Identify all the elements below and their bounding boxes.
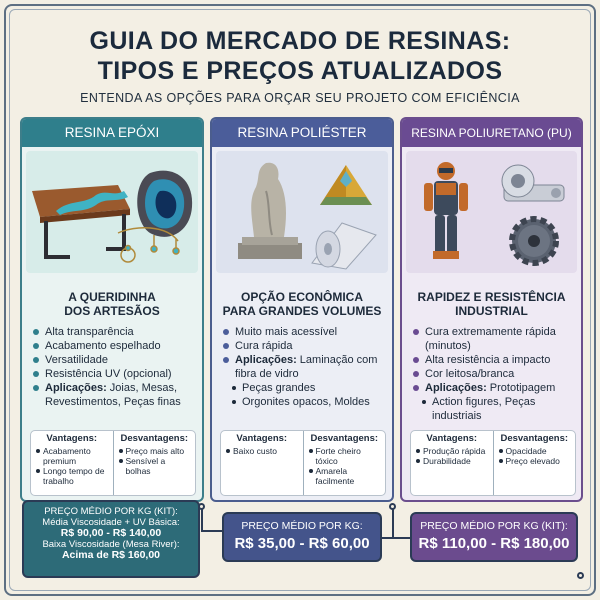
list-item: Aplicações: Laminação com fibra de vidro (222, 353, 392, 381)
fiberglass-roll-icon (312, 223, 376, 269)
column-poliuretano (400, 117, 583, 502)
river-table-icon (32, 185, 130, 259)
column-poliester (210, 117, 394, 502)
list-item: Aplicações: Joias, Mesas, Revestimentos, Peças finas (32, 381, 202, 409)
vantagens-section: Vantagens: Baixo custo (221, 431, 304, 495)
action-figure-icon (424, 162, 468, 259)
poliuretano-illustration (406, 151, 577, 273)
price-badge-poliester: PREÇO MÉDIO POR KG: R$ 35,00 - R$ 60,00 (222, 512, 382, 562)
column-tagline: A QUERIDINHA DOS ARTESÃOS (64, 290, 160, 318)
list-item: Orgonites opacos, Moldes (222, 395, 392, 409)
price-badge-poliuretano: PREÇO MÉDIO POR KG (KIT): R$ 110,00 - R$ 180,00 (410, 512, 578, 562)
list-item: Cor leitosa/branca (412, 367, 581, 381)
list-item: Muito mais acessível (222, 325, 392, 339)
pros-cons-box (30, 430, 196, 496)
column-header: RESINA POLIÉSTER (212, 119, 392, 147)
connector-dot (577, 572, 584, 579)
orgonite-icon (320, 165, 372, 205)
feature-list (32, 325, 202, 409)
list-item: Peças grandes (222, 381, 392, 395)
geode-icon (137, 171, 192, 237)
connector-line (201, 508, 203, 530)
column-epoxi (20, 117, 204, 502)
list-item: Action figures, Peças industriais (412, 395, 581, 423)
list-item: Resistência UV (opcional) (32, 367, 202, 381)
column-header: RESINA POLIURETANO (PU) (402, 119, 581, 147)
page-title (0, 26, 600, 86)
list-item: Versatilidade (32, 353, 202, 367)
desvantagens-section: Desvantagens: Opacidade Preço elevado (494, 431, 576, 495)
list-item: Acabamento espelhado (32, 339, 202, 353)
desvantagens-section: Desvantagens: Forte cheiro tóxico Amarela facilmente (304, 431, 386, 495)
feature-list (222, 325, 392, 409)
column-header: RESINA EPÓXI (22, 119, 202, 147)
connector-line (382, 537, 412, 539)
list-item: Alta resistência a impacto (412, 353, 581, 367)
column-tagline: OPÇÃO ECONÔMICA PARA GRANDES VOLUMES (222, 290, 382, 318)
title-line-2: TIPOS E PREÇOS ATUALIZADOS (97, 57, 503, 85)
title-line-1: GUIA DO MERCADO DE RESINAS: (89, 27, 511, 55)
vantagens-section: Vantagens: Acabamento premium Longo tempo de trabalho (31, 431, 114, 495)
page-subtitle: ENTENDA AS OPÇÕES PARA ORÇAR SEU PROJETO COM EFICIÊNCIA (80, 91, 520, 105)
price-badge-epoxi: PREÇO MÉDIO POR KG (KIT): Média Viscosidade + UV Básica: R$ 90,00 - R$ 140,00 Baixa Viscosidade (Mesa River): Acima de R$ 160,00 (22, 500, 200, 578)
pros-cons-box (410, 430, 576, 496)
connector-line (201, 530, 223, 532)
gear-icon (512, 219, 556, 263)
jewelry-icon (118, 228, 179, 262)
vantagens-section: Vantagens: Produção rápida Durabilidade (411, 431, 494, 495)
column-tagline: RAPIDEZ E RESISTÊNCIA INDUSTRIAL (417, 290, 566, 318)
poliester-illustration (216, 151, 388, 273)
list-item: Cura rápida (222, 339, 392, 353)
connector-dot (389, 503, 396, 510)
feature-list (412, 325, 581, 423)
desvantagens-section: Desvantagens: Preço mais alto Sensível a bolhas (114, 431, 196, 495)
epoxi-illustration (26, 151, 198, 273)
pros-cons-box (220, 430, 386, 496)
list-item: Cura extremamente rápida (minutos) (412, 325, 581, 353)
list-item: Aplicações: Prototipagem (412, 381, 581, 395)
list-item: Alta transparência (32, 325, 202, 339)
machine-part-icon (502, 165, 564, 201)
connector-line (392, 508, 394, 538)
statue-icon (238, 163, 302, 259)
